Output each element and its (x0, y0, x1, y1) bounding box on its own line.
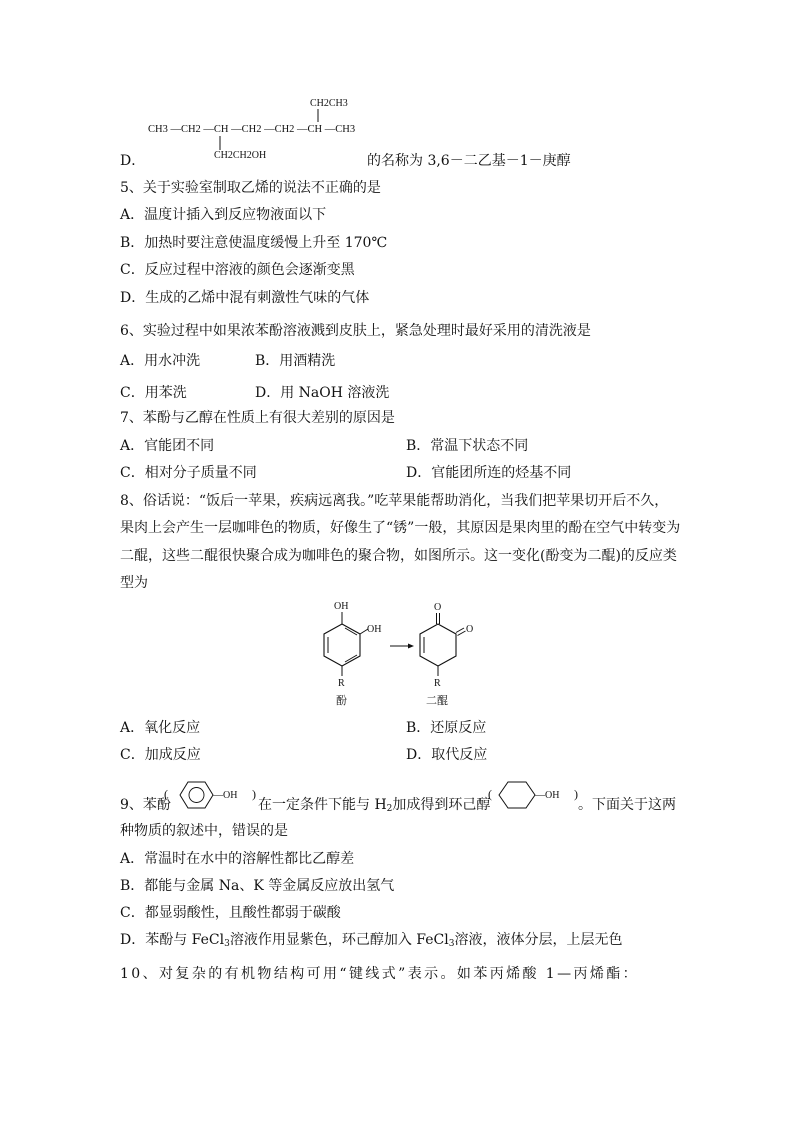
q5-option-a: A．温度计插入到反应物液面以下 (120, 207, 327, 223)
quinone-o-1: O (434, 602, 442, 613)
phenol-ring (324, 624, 360, 666)
q10-stem: 10、对复杂的有机物结构可用“键线式”表示。如苯丙烯酸 1—丙烯酯： (120, 966, 640, 982)
q9-option-a: A．常温时在水中的溶解性都比乙醇差 (120, 851, 355, 867)
q4d-statement: 的名称为 3,6－二乙基－1－庚醇 (367, 153, 571, 169)
quinone-co-bond-2b (458, 631, 466, 636)
q8-option-b: B．还原反应 (406, 720, 487, 736)
q6-option-d: D．用 NaOH 溶液洗 (255, 385, 390, 401)
q8-option-a: A．氧化反应 (120, 720, 201, 736)
q9-stem-2: 种物质的叙述中，错误的是 (120, 823, 288, 839)
q9-cyclohexanol-structure (486, 774, 582, 818)
q8-option-c: C．加成反应 (120, 747, 201, 763)
q7-option-a: A．官能团不同 (120, 438, 215, 454)
phenol-caption: 酚 (336, 695, 347, 707)
q7-stem: 7、苯酚与乙醇在性质上有很大差别的原因是 (120, 410, 395, 426)
q9-stem-d: 。下面关于这两 (578, 797, 676, 813)
q9-paren-right-1: ) (252, 787, 256, 801)
q9-option-b: B．都能与金属 Na、K 等金属反应放出氢气 (120, 878, 395, 894)
q5-stem: 5、关于实验室制取乙烯的说法不正确的是 (120, 180, 381, 196)
q7-option-c: C．相对分子质量不同 (120, 465, 257, 481)
q9-stem-sub: 2 (386, 804, 393, 814)
q9-stem-a: 9、苯酚 (120, 797, 171, 813)
q9-stem-c-text: 加成得到环己醇 (392, 797, 491, 813)
quinone-o-2: O (466, 624, 474, 635)
q9-paren-left-2: ( (488, 787, 492, 801)
q9-opt-d-sub-1: 3 (224, 939, 230, 949)
q9-opt-d-2: 溶液作用显紫色，环己醇加入 FeCl (229, 932, 449, 948)
q5-option-c: C．反应过程中溶液的颜色会逐渐变黑 (120, 262, 355, 278)
q9-opt-d-3: 溶液，液体分层，上层无色 (454, 932, 623, 948)
q6-option-a: A．用水冲洗 (120, 353, 201, 369)
reaction-arrowhead (408, 644, 414, 649)
q9-phenol-oh: —OH (213, 790, 238, 801)
quinone-ring (420, 624, 456, 666)
quinone-co-bond-2a (456, 628, 464, 633)
q5-option-d: D．生成的乙烯中混有刺激性气味的气体 (120, 290, 370, 306)
quinone-r: R (434, 678, 441, 689)
q9-phenol-structure (162, 774, 260, 818)
q8-line-3: 二醌，这些二醌很快聚合成为咖啡色的聚合物，如图所示。这一变化(酚变为二醌)的反应类 (120, 548, 677, 564)
phenol-r: R (338, 678, 345, 689)
q7-option-d: D．官能团所连的烃基不同 (406, 465, 572, 481)
q9-cyclohexanol-oh: —OH (535, 790, 560, 801)
phenol-oh-1: OH (334, 601, 349, 612)
phenol-oh-2: OH (367, 624, 382, 635)
q4d-branch-top: CH2CH3 (310, 98, 348, 109)
q7-option-b: B．常温下状态不同 (406, 438, 529, 454)
phenol-aromatic-circle (189, 788, 204, 803)
q6-option-b: B．用酒精洗 (255, 353, 336, 369)
q4d-label: D． (120, 153, 146, 169)
q6-stem: 6、实验过程中如果浓苯酚溶液溅到皮肤上，紧急处理时最好采用的清洗液是 (120, 323, 591, 339)
q4d-branch-bottom: CH2CH2OH (214, 150, 267, 161)
q9-stem-b (258, 796, 490, 814)
q9-opt-d-sub-2: 3 (448, 939, 455, 949)
q9-opt-d-1: D．苯酚与 FeCl (120, 932, 225, 948)
phenol-ring-small (180, 782, 213, 808)
q6-option-c: C．用苯洗 (120, 385, 187, 401)
cyclohexane-ring (499, 782, 535, 808)
q8-reaction-figure (310, 596, 490, 708)
q9-option-d (120, 931, 622, 949)
q9-stem-b-text: 在一定条件下能与 H (258, 797, 387, 813)
q9-paren-left-1: ( (164, 787, 168, 801)
quinone-caption: 二醌 (426, 695, 448, 707)
q5-option-b: B．加热时要注意使温度缓慢上升至 170℃ (120, 235, 388, 251)
q9-paren-right-2: ) (574, 787, 578, 801)
q4d-main-chain: CH3 —CH2 —CH —CH2 —CH2 —CH —CH3 (148, 124, 356, 135)
q8-option-d: D．取代反应 (406, 747, 488, 763)
q8-line-4: 型为 (120, 575, 148, 591)
q4d-structural-formula (140, 92, 370, 166)
q9-option-c: C．都显弱酸性，且酸性都弱于碳酸 (120, 905, 341, 921)
q8-line-1: 8、俗话说：“饭后一苹果，疾病远离我。”吃苹果能帮助消化，当我们把苹果切开后不久， (120, 493, 669, 509)
q8-line-2: 果肉上会产生一层咖啡色的物质，好像生了“锈”一般，其原因是果肉里的酚在空气中转变为 (120, 520, 681, 536)
